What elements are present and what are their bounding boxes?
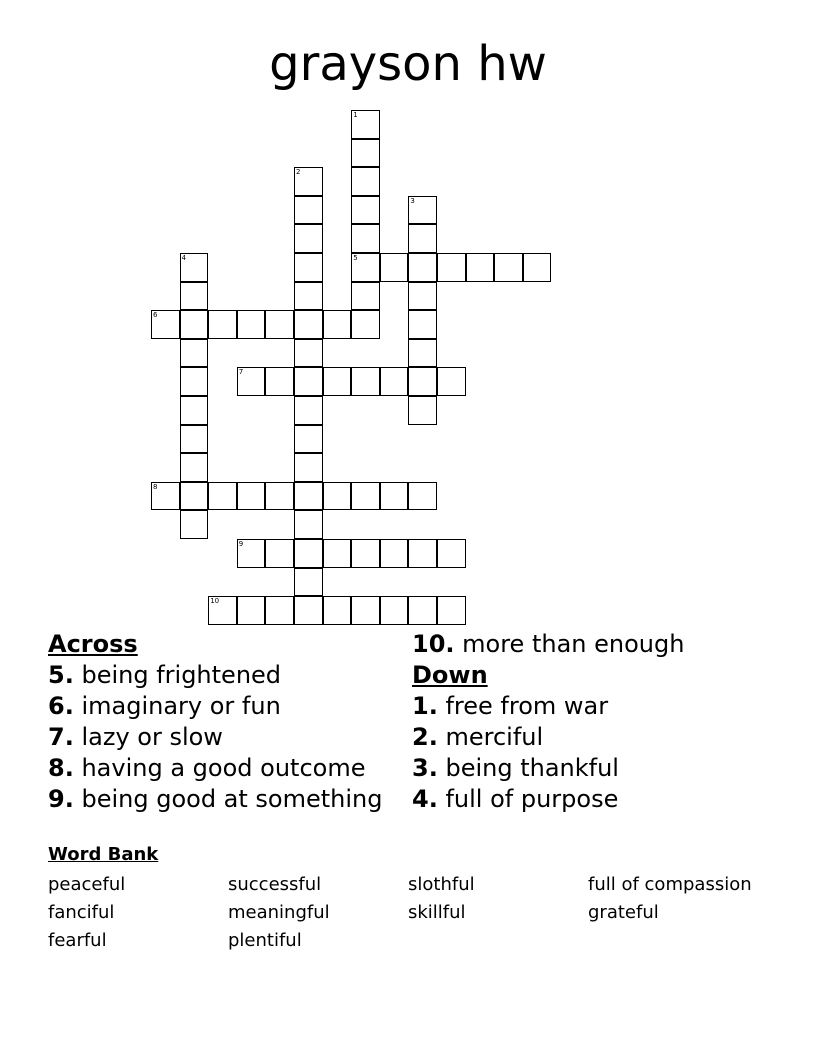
- grid-cell[interactable]: [408, 253, 437, 282]
- grid-cell[interactable]: [294, 367, 323, 396]
- grid-cell[interactable]: [408, 282, 437, 311]
- grid-cell[interactable]: [466, 253, 495, 282]
- grid-cell[interactable]: [351, 110, 380, 139]
- grid-cell[interactable]: [237, 539, 266, 568]
- grid-cell[interactable]: [408, 310, 437, 339]
- grid-cell[interactable]: [351, 539, 380, 568]
- grid-cell[interactable]: [323, 482, 352, 511]
- grid-cell[interactable]: [351, 367, 380, 396]
- grid-cell[interactable]: [437, 596, 466, 625]
- word-bank-item: fearful: [48, 930, 107, 951]
- grid-cell[interactable]: [180, 482, 209, 511]
- grid-cell[interactable]: [208, 596, 237, 625]
- grid-cell[interactable]: [180, 282, 209, 311]
- word-bank-item: grateful: [588, 902, 659, 923]
- grid-cell[interactable]: [323, 310, 352, 339]
- word-bank-item: skillful: [408, 902, 466, 923]
- grid-cell[interactable]: [237, 310, 266, 339]
- clue-across-6: 6. imaginary or fun: [48, 692, 281, 720]
- grid-cell[interactable]: [294, 596, 323, 625]
- clue-across-7: 7. lazy or slow: [48, 723, 223, 751]
- grid-cell[interactable]: [380, 253, 409, 282]
- grid-cell[interactable]: [208, 482, 237, 511]
- grid-cell[interactable]: [294, 482, 323, 511]
- clue-across-9: 9. being good at something: [48, 785, 383, 813]
- grid-cell[interactable]: [437, 253, 466, 282]
- grid-cell[interactable]: [180, 510, 209, 539]
- clue-number: 3: [410, 196, 415, 205]
- clue-across-8: 8. having a good outcome: [48, 754, 366, 782]
- word-bank-item: fanciful: [48, 902, 115, 923]
- clue-number: 8: [153, 482, 158, 491]
- word-bank-item: meaningful: [228, 902, 330, 923]
- grid-cell[interactable]: [380, 367, 409, 396]
- grid-cell[interactable]: [208, 310, 237, 339]
- grid-cell[interactable]: [380, 539, 409, 568]
- clue-down-2: 2. merciful: [412, 723, 544, 751]
- grid-cell[interactable]: [408, 196, 437, 225]
- grid-cell[interactable]: [180, 396, 209, 425]
- word-bank-item: successful: [228, 874, 322, 895]
- across-clues: [48, 629, 383, 815]
- grid-cell[interactable]: [265, 367, 294, 396]
- grid-cell[interactable]: [265, 482, 294, 511]
- grid-cell[interactable]: [237, 596, 266, 625]
- grid-cell[interactable]: [323, 367, 352, 396]
- grid-cell[interactable]: [294, 224, 323, 253]
- grid-cell[interactable]: [294, 568, 323, 597]
- grid-cell[interactable]: [523, 253, 552, 282]
- clue-number: 1: [353, 111, 358, 119]
- grid-cell[interactable]: [408, 482, 437, 511]
- clue-across-10: 10. more than enough: [412, 630, 685, 658]
- grid-cell[interactable]: [294, 396, 323, 425]
- grid-cell[interactable]: [180, 425, 209, 454]
- grid-cell[interactable]: [294, 310, 323, 339]
- grid-cell[interactable]: [294, 253, 323, 282]
- grid-cell[interactable]: [237, 367, 266, 396]
- grid-cell[interactable]: [408, 596, 437, 625]
- down-heading: Down: [412, 661, 488, 689]
- clue-number: 9: [238, 540, 244, 548]
- grid-cell[interactable]: [151, 482, 180, 511]
- clue-number: 7: [238, 368, 244, 377]
- page-title: grayson hw: [269, 36, 547, 92]
- grid-cell[interactable]: [180, 310, 209, 339]
- grid-cell[interactable]: [180, 367, 209, 396]
- grid-cell[interactable]: [351, 139, 380, 168]
- grid-cell[interactable]: [180, 453, 209, 482]
- word-bank-item: full of compassion: [588, 874, 752, 895]
- clue-down-4: 4. full of purpose: [412, 785, 619, 813]
- grid-cell[interactable]: [265, 310, 294, 339]
- grid-cell[interactable]: [151, 310, 180, 339]
- grid-cell[interactable]: [351, 196, 380, 225]
- grid-cell[interactable]: [408, 539, 437, 568]
- grid-cell[interactable]: [408, 339, 437, 368]
- grid-cell[interactable]: [408, 224, 437, 253]
- word-bank-item: slothful: [408, 874, 475, 895]
- grid-cell[interactable]: [294, 539, 323, 568]
- grid-cell[interactable]: [351, 282, 380, 311]
- clue-down-3: 3. being thankful: [412, 754, 619, 782]
- clue-across-5: 5. being frightened: [48, 661, 282, 689]
- grid-cell[interactable]: [265, 596, 294, 625]
- clue-number: 10: [210, 597, 220, 606]
- grid-cell[interactable]: [294, 282, 323, 311]
- right-clue-column: [412, 629, 684, 815]
- across-heading: Across: [48, 630, 138, 658]
- grid-cell[interactable]: [294, 510, 323, 539]
- grid-cell[interactable]: [351, 224, 380, 253]
- word-bank-item: peaceful: [48, 874, 126, 895]
- grid-cell[interactable]: [437, 539, 466, 568]
- grid-cell[interactable]: [323, 596, 352, 625]
- grid-cell[interactable]: [351, 253, 380, 282]
- grid-cell[interactable]: [351, 310, 380, 339]
- grid-cell[interactable]: [351, 596, 380, 625]
- grid-cell[interactable]: [294, 453, 323, 482]
- grid-cell[interactable]: [180, 253, 209, 282]
- grid-cell[interactable]: [408, 367, 437, 396]
- grid-cell[interactable]: [180, 339, 209, 368]
- word-bank-heading: Word Bank: [48, 844, 159, 865]
- grid-cell[interactable]: [294, 425, 323, 454]
- clue-number: 5: [353, 254, 358, 262]
- clue-number: 2: [296, 168, 301, 177]
- grid-cell[interactable]: [437, 367, 466, 396]
- word-bank-item: plentiful: [228, 930, 302, 951]
- clue-down-1: 1. free from war: [412, 692, 609, 720]
- grid-cell[interactable]: [294, 196, 323, 225]
- grid-cell[interactable]: [380, 482, 409, 511]
- grid-cell[interactable]: [380, 596, 409, 625]
- grid-cell[interactable]: [294, 167, 323, 196]
- grid-cell[interactable]: [351, 167, 380, 196]
- grid-cell[interactable]: [494, 253, 523, 282]
- grid-cell[interactable]: [265, 539, 294, 568]
- grid-cell[interactable]: [294, 339, 323, 368]
- grid-cell[interactable]: [237, 482, 266, 511]
- grid-cell[interactable]: [408, 396, 437, 425]
- grid-cell[interactable]: [323, 539, 352, 568]
- clue-number: 4: [181, 254, 187, 262]
- grid-cell[interactable]: [351, 482, 380, 511]
- clue-number: 6: [153, 311, 158, 320]
